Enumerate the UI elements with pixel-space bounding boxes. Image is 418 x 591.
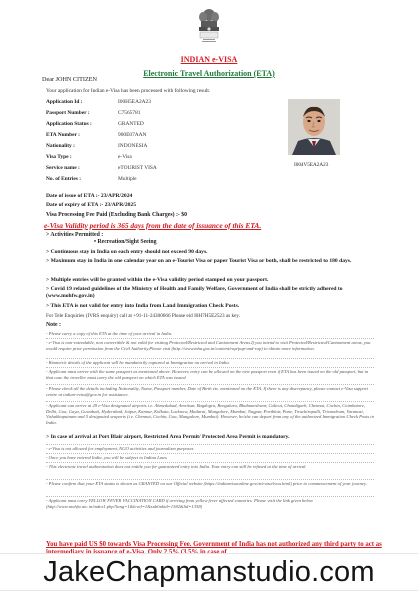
condition-multiple-entries: > Multiple entries will be granted within the e-Visa validity period stamped on your passport. — [46, 277, 269, 283]
national-emblem-icon — [196, 6, 222, 46]
field-value: INDONESIA — [118, 143, 148, 149]
intro-text: Your application for Indian e-Visa has been processed with following result. — [46, 88, 211, 94]
note-item: - Applicant can arrive at 29 e-Visa designated airports i.e. Ahmedabad, Amritsar, Bagdogra, Bengaluru, Bhubaneshwar, Calicut, Chandigarh, Chennai, Cochin, Coimbatore, Delhi, Goa, Gaya, Guwahati, Hyderabad, Jaipur, Kannur, Kolkata, Lucknow, Madurai, Mangalore, Mumbai, Nagpur, Portblair, Pune, Tiruchirapalli, Trivandrum, Varanasi, Vishakhapatnam and 5 designated seaports (i.e. Chennai, Cochin, Goa, Mangalore, Mumbai). However, he/she can depart from any of the authorized Immigration Check Posts in India. — [46, 403, 374, 425]
note-item: - e-Visa is non-extendable, non convertible & not valid for visiting Protected/Restricted and Cantonment Areas.If you intend to visit Protected/Restricted/Cantonment areas, you would require prior permission from the Civil Authority.Please visit (http://www.mha.gov.in/content/rap/pap-and-rap) to obtain more information. — [46, 338, 374, 351]
condition-stay-limit: > Continuous stay in India on each entry should not exceed 90 days. — [46, 249, 208, 255]
applicant-photo — [288, 99, 340, 155]
field-value: C7565781 — [118, 110, 141, 116]
field-label: Visa Type : — [46, 154, 72, 160]
condition-annual-limit: > Maximum stay in India in one calendar year on an e-Tourist Visa or paper Tourist Visa or both, shall be restricted to 180 days. — [46, 258, 352, 264]
field-application-status — [46, 121, 266, 131]
field-value: eTOURIST VISA — [118, 165, 157, 171]
field-label: Application Id : — [46, 99, 83, 105]
eta-dates — [46, 193, 136, 210]
field-eta-number — [46, 132, 266, 142]
field-value: Multiple — [118, 176, 137, 182]
document-subtitle: Electronic Travel Authorization (ETA) — [143, 69, 275, 78]
note-item: - Please check all the details including Nationality, Name, Passport number, Date of Birth etc. mentioned on the ETA. If there is any discrepancy, please contact e-Visa support centre at indian-evisa@gov.in for assistance. — [46, 384, 374, 397]
field-entries — [46, 176, 266, 186]
greeting: Dear JOHN CITIZEN — [42, 76, 97, 83]
field-value: 900E07AAN — [118, 132, 147, 138]
expiry-date: Date of expiry of ETA :- 23/APR/2025 — [46, 201, 137, 208]
condition-land-checkpost: > This ETA is not valid for entry into India from Land Immigration Check Posts. — [46, 303, 240, 309]
note-item: - This electronic travel authorization does not entitle you for guaranteed entry into India. Your entry can still be refused at the time of arrival. — [46, 462, 374, 470]
processing-fee: Visa Processing Fee Paid (Excluding Bank Charges) :- $0 — [46, 212, 188, 218]
note-label: Note : — [46, 322, 61, 328]
field-value: I00H5EA2A23 — [118, 99, 151, 105]
field-label: No. of Entries : — [46, 176, 82, 182]
portrait-image — [288, 99, 340, 155]
field-label: ETA Number : — [46, 132, 80, 138]
note-item: - Once you have entered India, you will be subject to Indian Laws — [46, 453, 374, 461]
note-item: - Biometric details of the applicant will be mandatorily captured at Immigration on arrival in India. — [46, 358, 374, 366]
issue-date: Date of issue of ETA :- 23/APR/2024 — [46, 193, 133, 199]
field-label: Service name : — [46, 165, 80, 171]
note-item: - Please confirm that your ETA status is shown as GRANTED on our Official website (https://indianvisaonline.gov.in/evisa/tvoa.html) prior to commencement of your journey. — [46, 479, 374, 487]
note-item: - Applicant must arrive with the same passport as mentioned above. However, entry can be allowed on the new passport even if ETA has been issued on the old passport, but in that case the traveller must carry the old passport on which ETA was issued. — [46, 367, 374, 380]
field-label: Passport Number : — [46, 110, 90, 116]
field-value: GRANTED — [118, 121, 144, 127]
field-application-id — [46, 99, 266, 109]
field-service-name — [46, 165, 266, 175]
field-visa-type — [46, 154, 266, 164]
field-value: e-Visa — [118, 154, 132, 160]
watermark-banner — [0, 553, 418, 591]
document-title: INDIAN e-VISA — [180, 55, 238, 64]
validity-notice: e-Visa Validity period is 365 days from the date of issuance of this ETA. — [44, 221, 262, 230]
ivrs-enquiry: For Tele Enquiries (IVRS enquiry) call at +91-11-24300666 Please eid I0H7H5E2523 as key. — [46, 313, 240, 319]
field-passport-number — [46, 110, 266, 120]
watermark-text: JakeChapmanstudio.com — [43, 556, 375, 588]
note-item: - Applicant must carry YELLOW FEVER VACCINATION CARD if arriving from yellow fever affected countries. Please visit the link given below (http://www.mohfw.nic.in/index1.php?lang=1&level=1&sublinkid=1382&lid=1358) — [46, 496, 374, 509]
note-item: - e-Visa is not allowed for employment, NGO activities and journalism purposes — [46, 444, 374, 452]
photo-application-id: I004V5EA2A23 — [294, 162, 329, 168]
field-nationality — [46, 143, 266, 153]
condition-covid: > Covid 19 related guidelines of the Ministry of Health and Family Welfare, Government of India shall be strictly adhered to (www.mohfw.gov.in) — [46, 286, 343, 299]
fee-warning: You have paid US $0 towards Visa Processing Fee. Government of India has not authorized any third party to act as — [46, 541, 382, 548]
activities-label: > Activities Permitted : — [46, 232, 104, 238]
field-label: Nationality : — [46, 143, 75, 149]
portblair-permit: > In case of arrival at Port Blair airport, Restricted Area Permit/ Protected Area Permit is mandatory. — [46, 434, 290, 440]
activity-item: • Recreation/Sight Seeing — [94, 239, 157, 245]
field-label: Application Status : — [46, 121, 92, 127]
note-item: - Please carry a copy of this ETA at the time of your arrival in India. — [46, 331, 173, 336]
